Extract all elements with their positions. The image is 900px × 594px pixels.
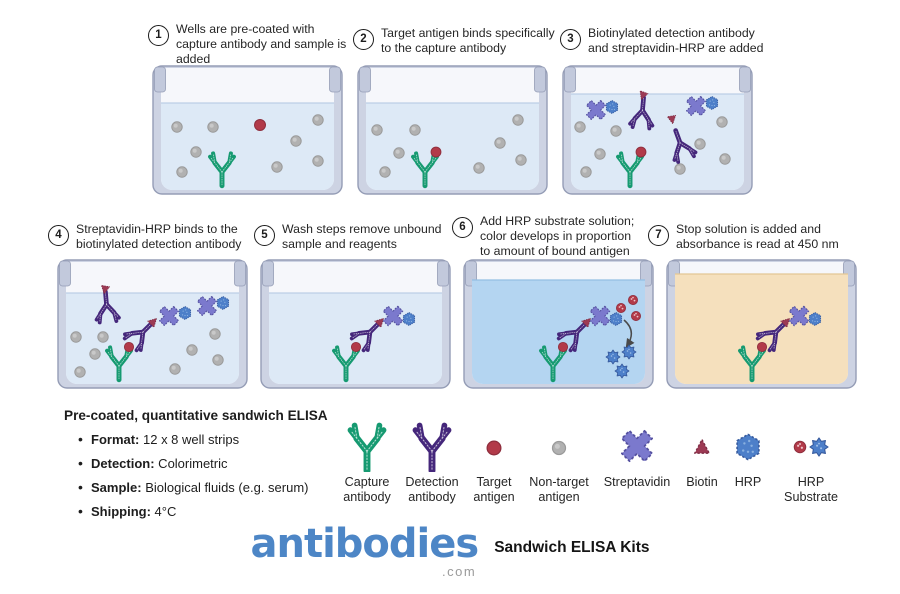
well-step-7 xyxy=(664,258,859,391)
target-antigen-icon xyxy=(636,147,646,157)
brand-name: antibodies xyxy=(250,521,479,567)
target-antigen-icon xyxy=(464,418,524,472)
step-number-badge: 7 xyxy=(648,225,669,246)
step-number-badge: 1 xyxy=(148,25,169,46)
step-label-5 xyxy=(254,222,452,252)
step-label-3 xyxy=(560,26,764,56)
step-text: Wash steps remove unbound sample and reagents xyxy=(282,222,442,251)
step-number-badge: 4 xyxy=(48,225,69,246)
legend-item-target-antigen: Target antigen xyxy=(466,418,522,505)
product-line-title: Sandwich ELISA Kits xyxy=(494,539,650,556)
well-step-1 xyxy=(150,64,345,197)
target-antigen-icon xyxy=(255,120,266,131)
well-step-4 xyxy=(55,258,250,391)
legend xyxy=(336,418,852,505)
step-label-4 xyxy=(48,222,256,252)
streptavidin-icon xyxy=(607,418,667,472)
hrp-icon xyxy=(718,418,778,472)
product-info-title: Pre-coated, quantitative sandwich ELISA xyxy=(64,408,328,423)
product-info-bullet: • Format: 12 x 8 well strips xyxy=(78,432,364,447)
detection-antibody-icon xyxy=(402,418,462,472)
well-step-3 xyxy=(560,64,755,197)
step-text: Streptavidin-HRP binds to the biotinylated detection antibody xyxy=(76,222,242,251)
hrp-substrate-icon xyxy=(781,418,841,472)
legend-item-capture-antibody: Capture antibody xyxy=(336,418,398,505)
step-number-badge: 5 xyxy=(254,225,275,246)
capture-antibody-icon xyxy=(337,418,397,472)
legend-item-hrp-substrate: HRP Substrate xyxy=(770,418,852,505)
product-info-list xyxy=(64,432,364,519)
step-number-badge: 6 xyxy=(452,217,473,238)
step-label-7 xyxy=(648,222,840,252)
legend-item-streptavidin: Streptavidin xyxy=(596,418,678,490)
product-info-bullet: • Sample: Biological fluids (e.g. serum) xyxy=(78,480,364,495)
target-antigen-icon xyxy=(431,147,441,157)
non-target-antigen-icon xyxy=(529,418,589,472)
step-label-6 xyxy=(452,214,642,258)
product-info xyxy=(64,408,364,528)
brand-domain-suffix: .com xyxy=(442,564,477,579)
well-step-5 xyxy=(258,258,453,391)
step-label-2 xyxy=(353,26,567,56)
product-info-bullet: • Detection: Colorimetric xyxy=(78,456,364,471)
legend-item-hrp: HRP xyxy=(726,418,770,490)
step-text: Stop solution is added and absorbance is read at 450 nm xyxy=(676,222,839,251)
well-step-2 xyxy=(355,64,550,197)
step-number-badge: 3 xyxy=(560,29,581,50)
legend-item-biotin: Biotin xyxy=(678,418,726,490)
step-text: Target antigen binds specifically to the capture antibody xyxy=(381,26,555,55)
footer-branding xyxy=(0,521,900,579)
step-text: Wells are pre-coated with capture antibody and sample is added xyxy=(176,22,347,66)
step-text: Biotinylated detection antibody and streptavidin-HRP are added xyxy=(588,26,764,55)
step-text: Add HRP substrate solution; color develops in proportion to amount of bound antigen xyxy=(480,214,635,258)
step-label-1 xyxy=(148,22,350,66)
brand-logo xyxy=(250,521,479,579)
legend-item-detection-antibody: Detection antibody xyxy=(398,418,466,505)
legend-item-non-target-antigen: Non-target antigen xyxy=(522,418,596,505)
step-number-badge: 2 xyxy=(353,29,374,50)
product-info-bullet: • Shipping: 4°C xyxy=(78,504,364,519)
well-step-6 xyxy=(461,258,656,391)
